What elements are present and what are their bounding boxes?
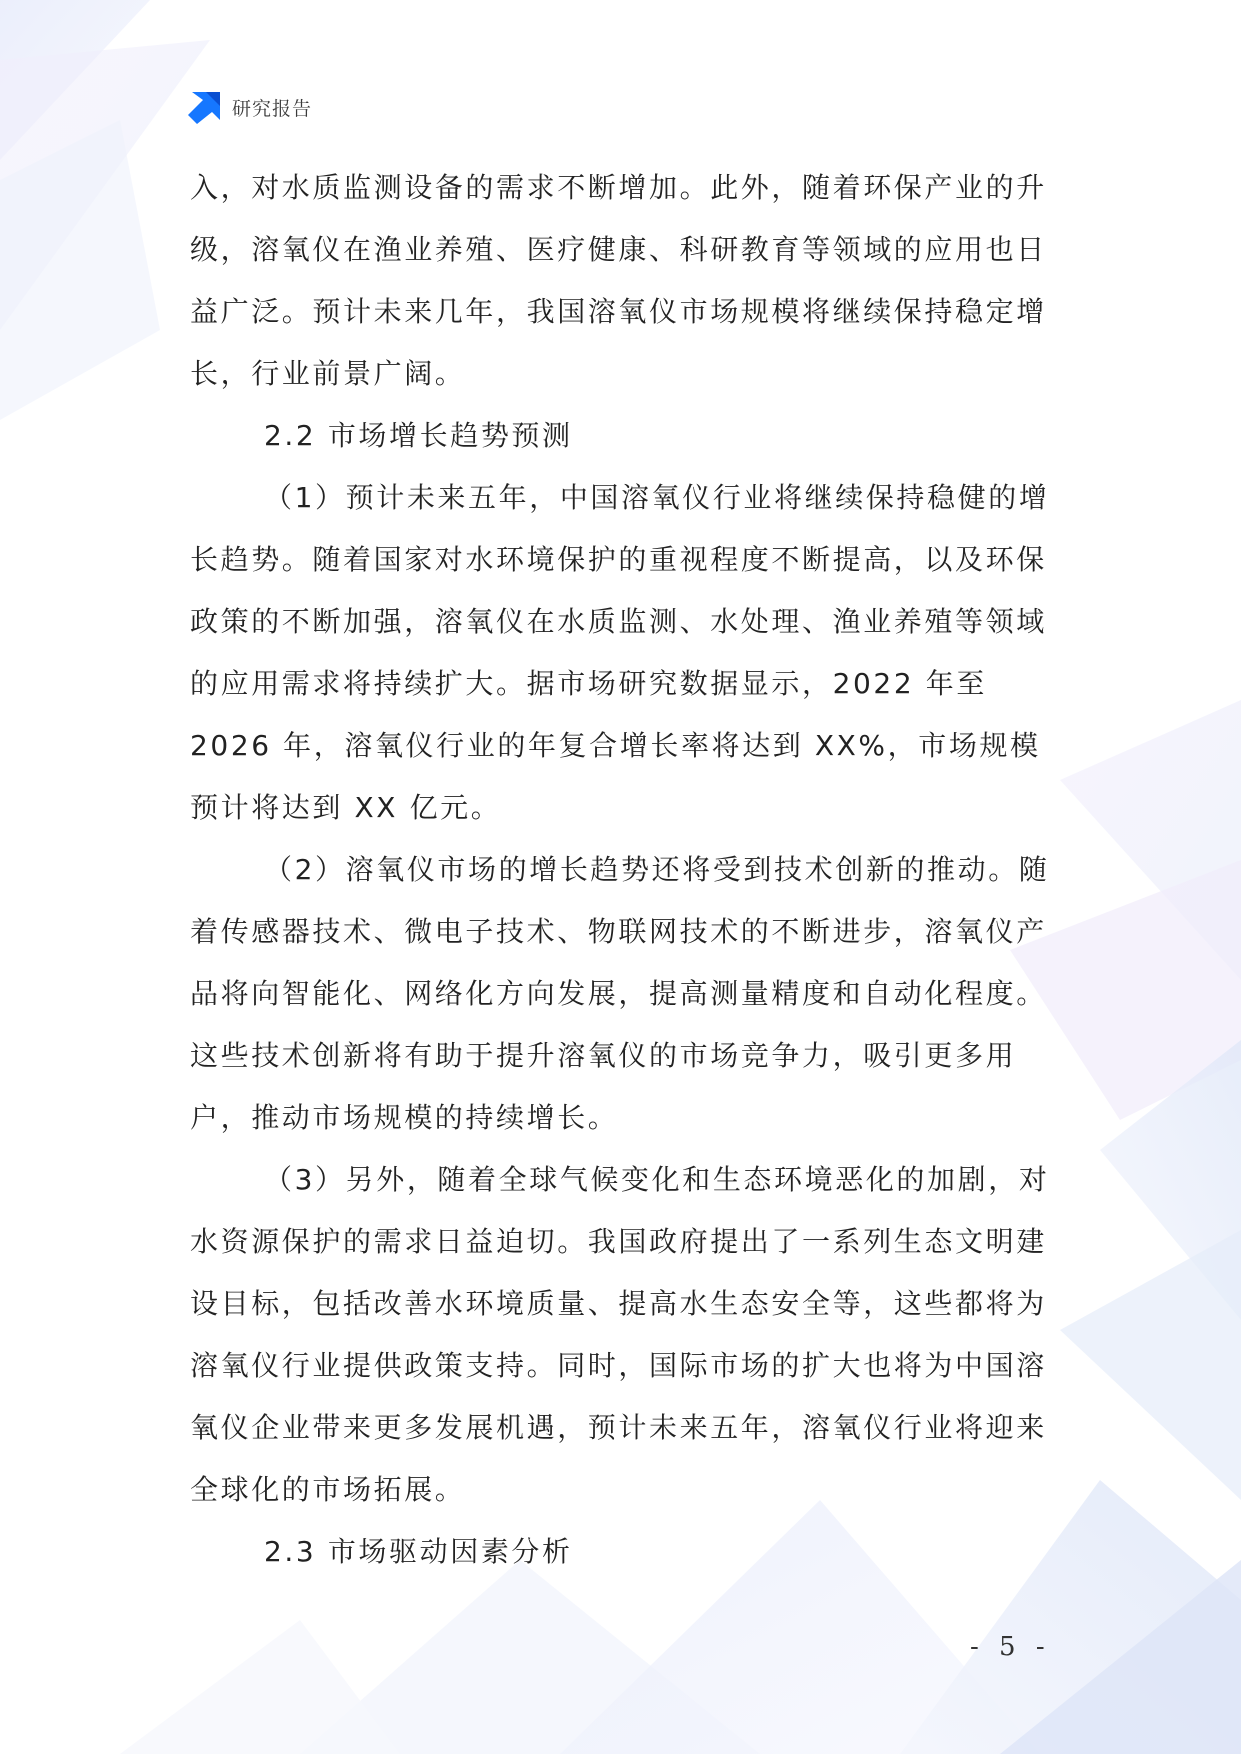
paragraph-item-2: （2）溶氧仪市场的增长趋势还将受到技术创新的推动。随着传感器技术、微电子技术、物联网技术的不断进步，溶氧仪产品将向智能化、网络化方向发展，提高测量精度和自动化程度。这些技术创新将有助于提升溶氧仪的市场竞争力，吸引更多用户，推动市场规模的持续增长。 <box>190 853 1050 1134</box>
header-title: 研究报告 <box>232 97 313 120</box>
document-body <box>190 157 1050 1583</box>
arrow-up-right-icon <box>188 90 222 124</box>
page-number: - 5 - <box>970 1632 1051 1662</box>
section-heading-2-3: 2.3 市场驱动因素分析 <box>264 1535 573 1568</box>
paragraph-continued: 入，对水质监测设备的需求不断增加。此外，随着环保产业的升级，溶氧仪在渔业养殖、医疗健康、科研教育等领域的应用也日益广泛。预计未来几年，我国溶氧仪市场规模将继续保持稳定增长，行业前景广阔。 <box>190 171 1047 390</box>
section-heading-2-2: 2.2 市场增长趋势预测 <box>264 419 573 452</box>
paragraph-item-1: （1）预计未来五年，中国溶氧仪行业将继续保持稳健的增长趋势。随着国家对水环境保护的重视程度不断提高，以及环保政策的不断加强，溶氧仪在水质监测、水处理、渔业养殖等领域的应用需求将持续扩大。据市场研究数据显示，2022 年至 2026 年，溶氧仪行业的年复合增长率将达到 XX%，市场规模预计将达到 XX 亿元。 <box>190 481 1050 824</box>
paragraph-item-3: （3）另外，随着全球气候变化和生态环境恶化的加剧，对水资源保护的需求日益迫切。我国政府提出了一系列生态文明建设目标，包括改善水环境质量、提高水生态安全等，这些都将为溶氧仪行业提供政策支持。同时，国际市场的扩大也将为中国溶氧仪企业带来更多发展机遇，预计未来五年，溶氧仪行业将迎来全球化的市场拓展。 <box>190 1163 1050 1506</box>
report-header <box>188 90 312 124</box>
